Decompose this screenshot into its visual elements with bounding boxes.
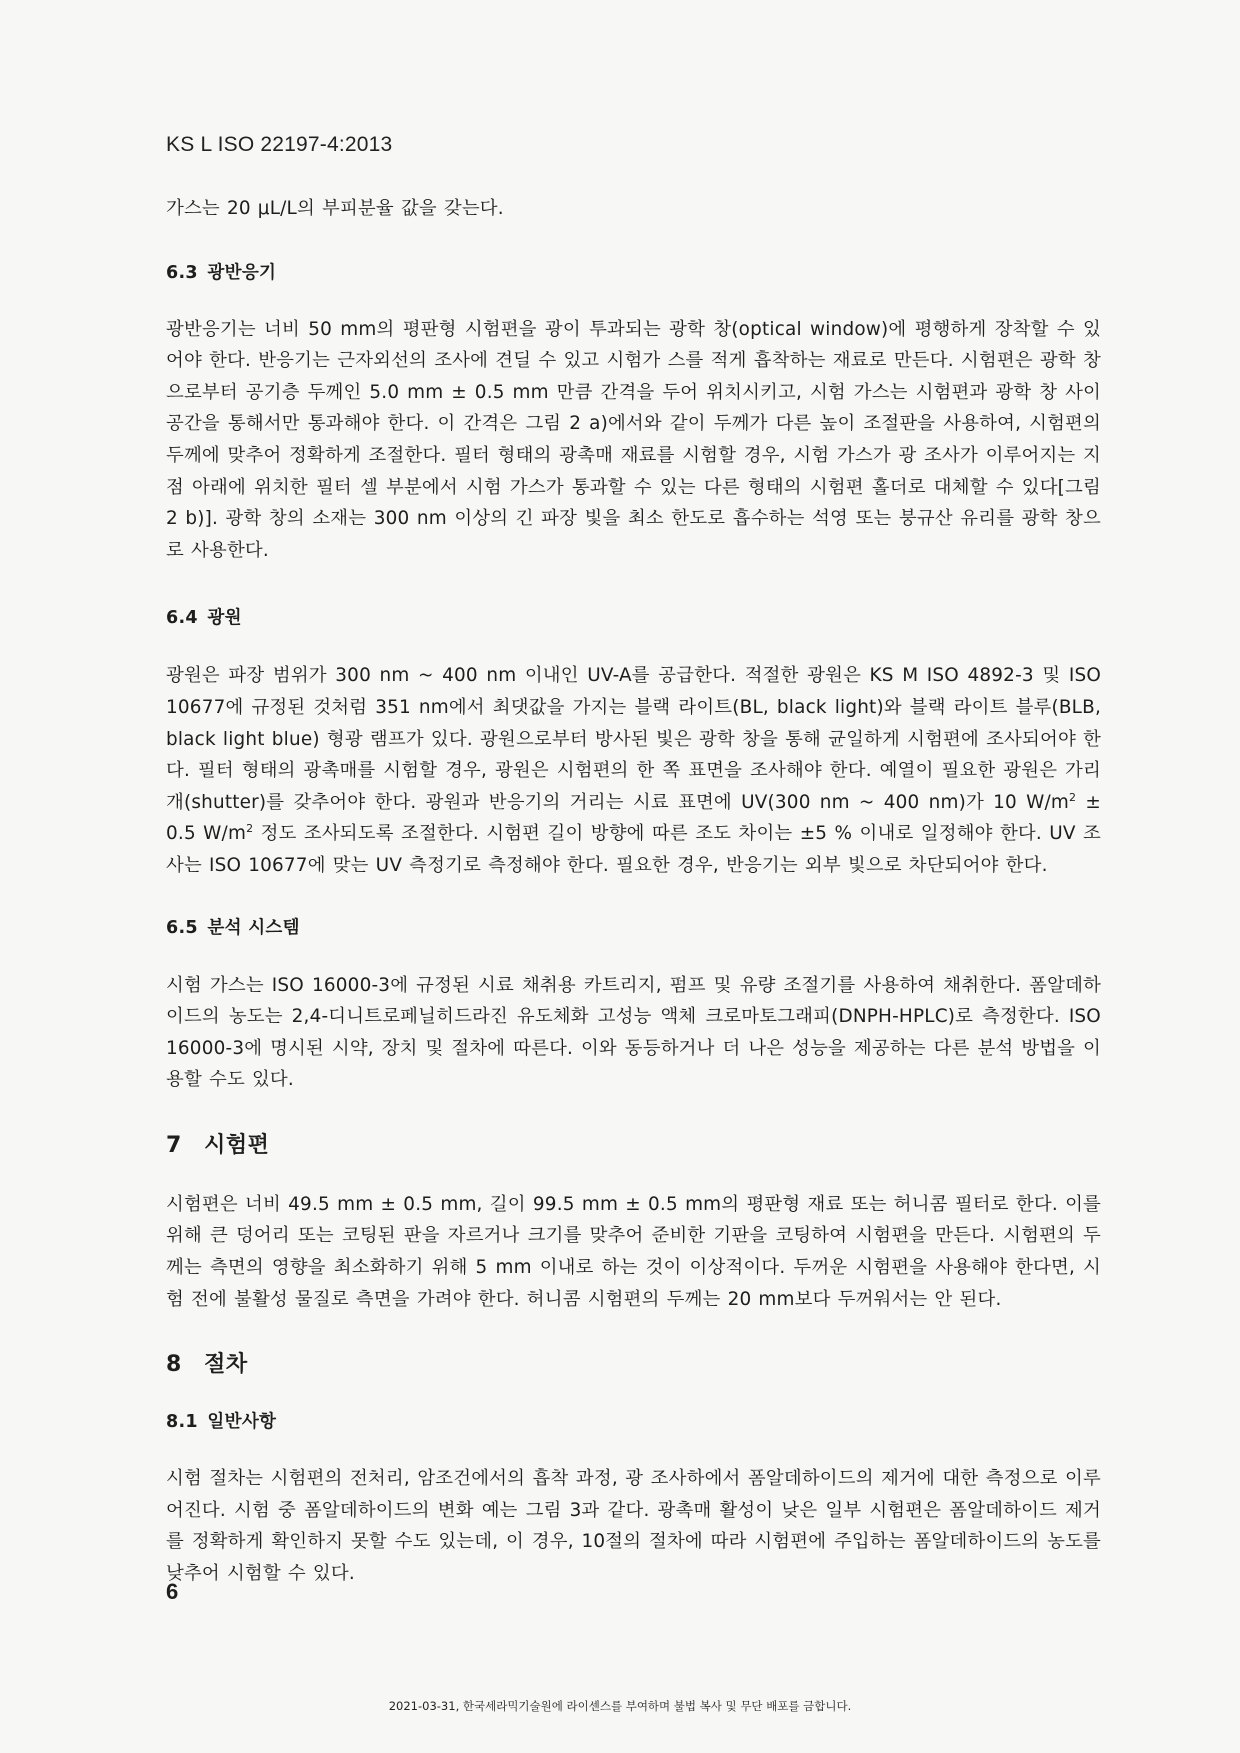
section-number: 7 xyxy=(166,1132,182,1158)
paragraph-text: ± 0.5 W/m xyxy=(166,791,1101,845)
page-number: 6 xyxy=(166,1579,179,1604)
section-number: 6.5 xyxy=(166,917,198,938)
section-title: 일반사항 xyxy=(207,1412,277,1433)
section-title: 광반응기 xyxy=(207,262,277,283)
license-footer: 2021-03-31, 한국세라믹기술원에 라이센스를 부여하며 불법 복사 및 무단 배포를 금합니다. xyxy=(388,1699,852,1713)
section-number: 8.1 xyxy=(166,1412,198,1433)
section-paragraph-7: 시험편은 너비 49.5 mm ± 0.5 mm, 길이 99.5 mm ± 0.5 mm의 평판형 재료 또는 허니콤 필터로 한다. 이를 위해 큰 덩어리 또는 코팅된 판을 자르거나 크기를 맞추어 준비한 기판을 코팅하여 시험편을 만든다. 시험편의 두께는 측면의 영향을 최소화하기 위해 5 mm 이내로 하는 것이 이상적이다. 두꺼운 시험편을 사용해야 한다면, 시험 전에 불활성 물질로 측면을 가려야 한다. 허니콤 시험편의 두께는 20 mm보다 두꺼워서는 안 된다. xyxy=(166,1193,1101,1310)
section-heading-7 xyxy=(166,1128,1101,1159)
section-number: 6.3 xyxy=(166,262,198,283)
section-paragraph-6-3: 광반응기는 너비 50 mm의 평판형 시험편을 광이 투과되는 광학 창(optical window)에 평행하게 장착할 수 있어야 한다. 반응기는 근자외선의 조사에 견딜 수 있고 시험가 스를 적게 흡착하는 재료로 만든다. 시험편은 광학 창으로부터 공기층 두께인 5.0 mm ± 0.5 mm 만큼 간격을 두어 위치시키고, 시험 가스는 시험편과 광학 창 사이 공간을 통해서만 통과해야 한다. 이 간격은 그림 2 a)에서와 같이 두께가 다른 높이 조절판을 사용하여, 시험편의 두께에 맞추어 정확하게 조절한다. 필터 형태의 광촉매 재료를 시험할 경우, 시험 가스가 광 조사가 이루어지는 지점 아래에 위치한 필터 셀 부분에서 시험 가스가 통과할 수 있는 다른 형태의 시험편 홀더로 대체할 수 있다[그림 2 b)]. 광학 창의 소재는 300 nm 이상의 긴 파장 빛을 최소 한도로 흡수하는 석영 또는 붕규산 유리를 광학 창으로 사용한다. xyxy=(166,318,1101,561)
section-title: 분석 시스템 xyxy=(207,917,300,938)
section-paragraph-8-1: 시험 절차는 시험편의 전처리, 암조건에서의 흡착 과정, 광 조사하에서 폼알데하이드의 제거에 대한 측정으로 이루어진다. 시험 중 폼알데하이드의 변화 예는 그림 3과 같다. 광촉매 활성이 낮은 일부 시험편은 폼알데하이드 제거를 정확하게 확인하지 못할 수도 있는데, 이 경우, 10절의 절차에 따라 시험편에 주입하는 폼알데하이드의 농도를 낮추어 시험할 수 있다. xyxy=(166,1468,1101,1585)
section-heading-6-3 xyxy=(166,259,1101,284)
section-paragraph-6-5: 시험 가스는 ISO 16000-3에 규정된 시료 채취용 카트리지, 펌프 및 유량 조절기를 사용하여 채취한다. 폼알데하이드의 농도는 2,4-디니트로페닐히드라진 유도체화 고성능 액체 크로마토그래피(DNPH-HPLC)로 측정한다. ISO 16000-3에 명시된 시약, 장치 및 절차에 따른다. 이와 동등하거나 더 나은 성능을 제공하는 다른 분석 방법을 이용할 수도 있다. xyxy=(166,974,1101,1091)
intro-paragraph: 가스는 20 μL/L의 부피분율 값을 갖는다. xyxy=(166,198,504,219)
section-heading-8 xyxy=(166,1347,1101,1378)
section-title: 광원 xyxy=(207,608,242,629)
section-paragraph-6-4 xyxy=(166,660,1101,881)
section-number: 6.4 xyxy=(166,608,198,629)
paragraph-text: 정도 조사되도록 조절한다. 시험편 길이 방향에 따른 조도 차이는 ±5 % 이내로 일정해야 한다. UV 조사는 ISO 10677에 맞는 UV 측정기로 측정해야 한다. 필요한 경우, 반응기는 외부 빛으로 차단되어야 한다. xyxy=(166,823,1101,876)
section-heading-8-1 xyxy=(166,1408,1101,1433)
section-title: 절차 xyxy=(204,1352,248,1378)
superscript: 2 xyxy=(1069,790,1077,804)
superscript: 2 xyxy=(246,822,254,836)
paragraph-text: 광원은 파장 범위가 300 nm ~ 400 nm 이내인 UV-A를 공급한다. 적절한 광원은 KS M ISO 4892-3 및 ISO 10677에 규정된 것처럼 351 nm에서 최댓값을 가지는 블랙 라이트(BL, black light)와 블랙 라이트 블루(BLB, black light blue) 형광 램프가 있다. 광원으로부터 방사된 빛은 광학 창을 통해 균일하게 시험편에 조사되어야 한다. 필터 형태의 광촉매를 시험할 경우, 광원은 시험편의 한 쪽 표면을 조사해야 한다. 예열이 필요한 광원은 가리개(shutter)를 갖추어야 한다. 광원과 반응기의 거리는 시료 표면에 UV(300 nm ~ 400 nm)가 10 W/m xyxy=(166,665,1101,813)
section-title: 시험편 xyxy=(204,1132,270,1158)
section-number: 8 xyxy=(166,1352,182,1378)
document-header: KS L ISO 22197-4:2013 xyxy=(166,133,393,156)
document-body xyxy=(166,193,1101,1590)
section-heading-6-4 xyxy=(166,604,1101,629)
section-heading-6-5 xyxy=(166,914,1101,939)
